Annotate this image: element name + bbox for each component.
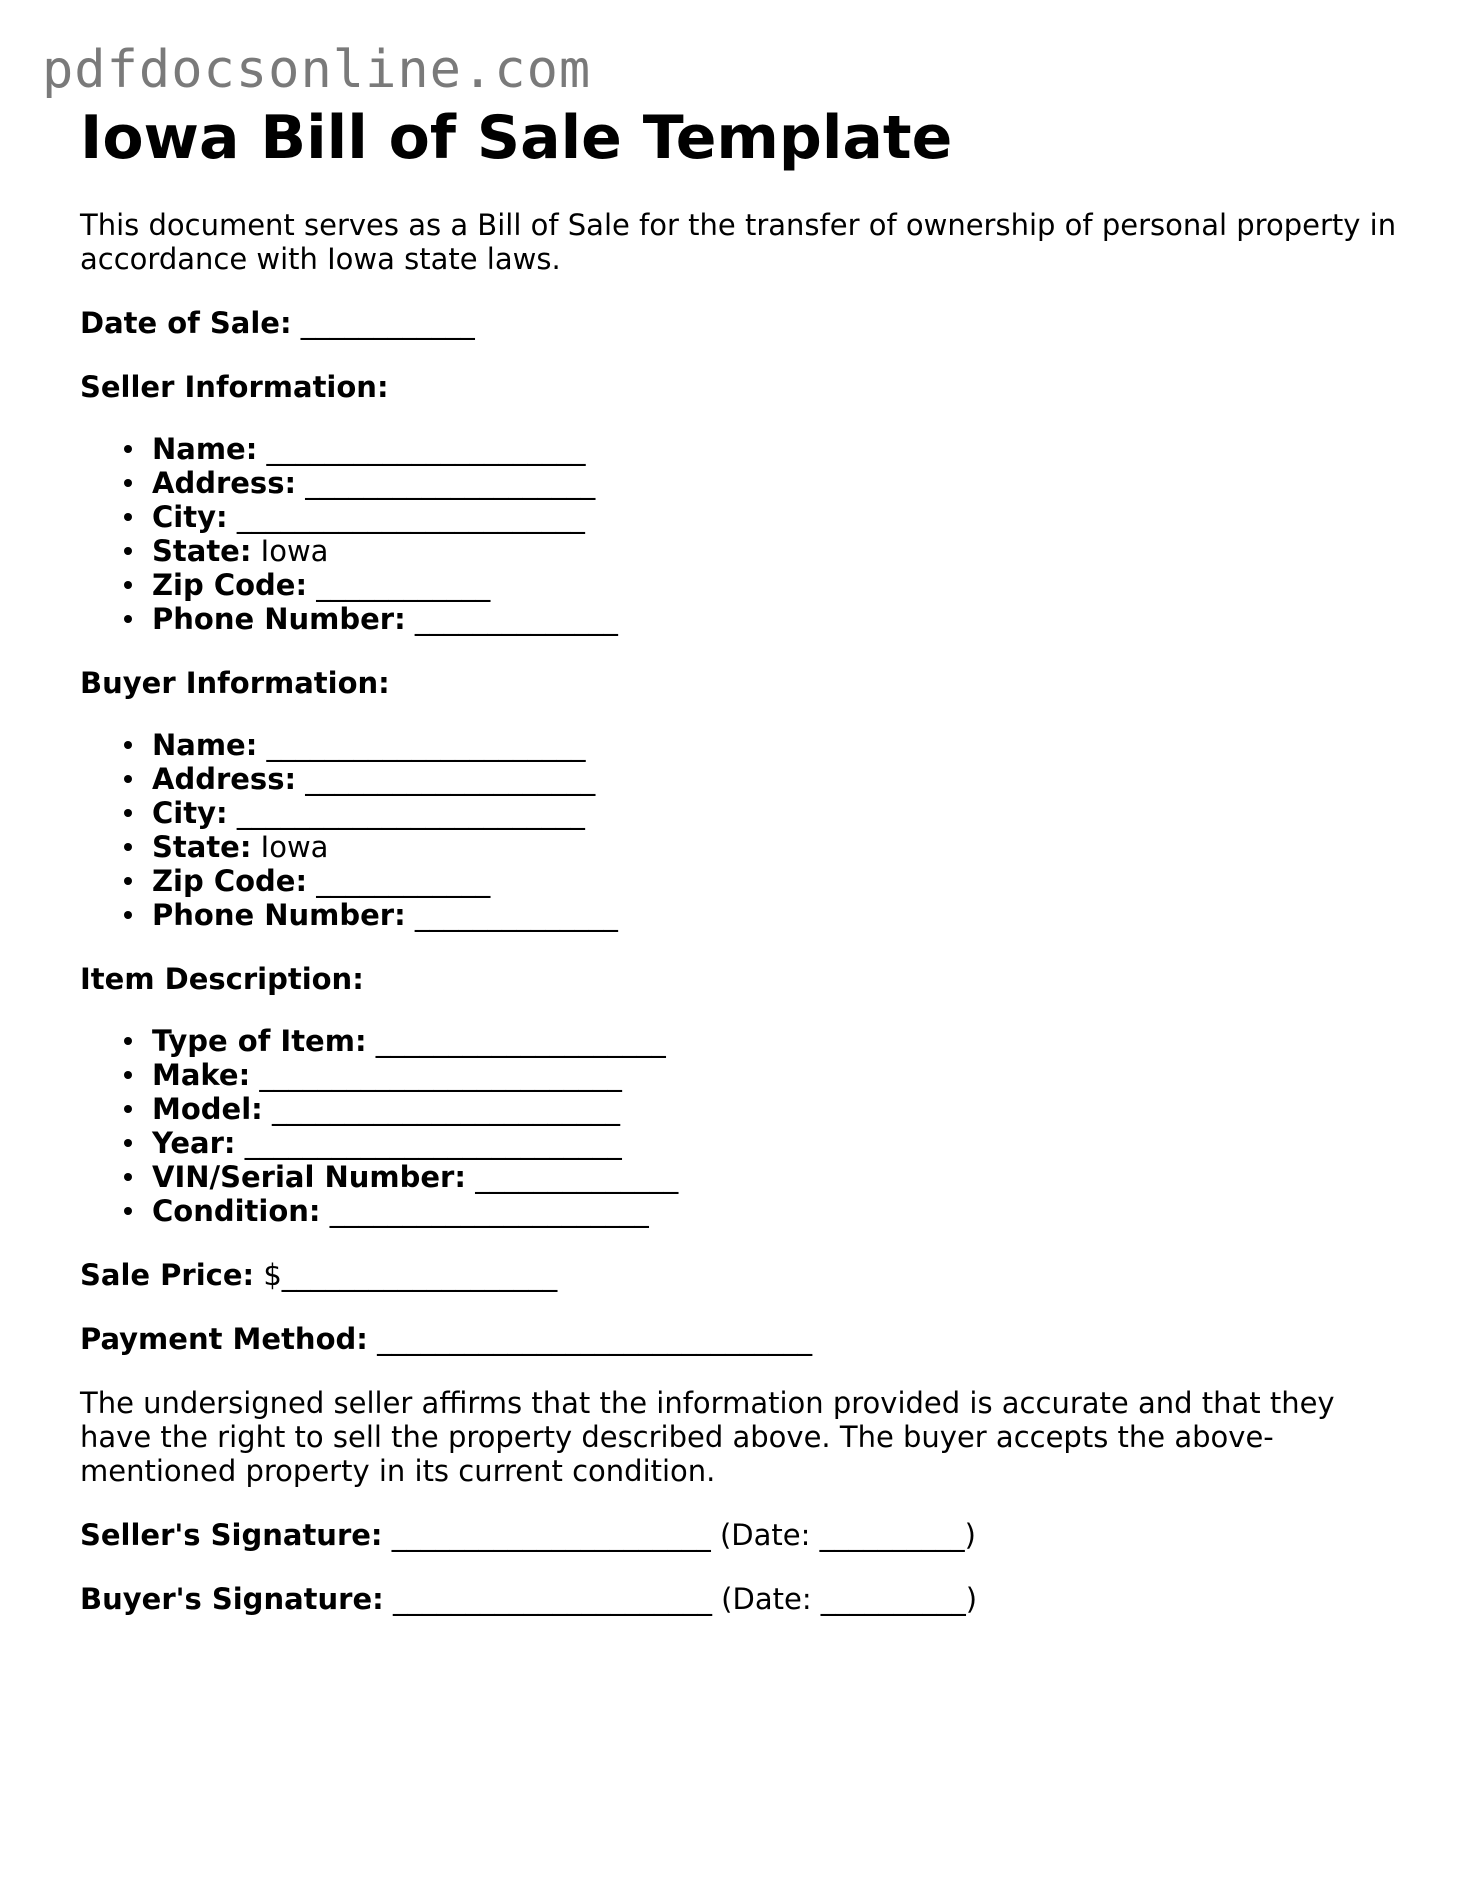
affirmation-paragraph: The undersigned seller affirms that the information provided is accurate and that they have the right to sell the property described above. The buyer accepts the above-mentioned property in its current condition. [80,1386,1335,1488]
buyer-state-label: State: [152,830,252,864]
buyer-name-item [152,728,1400,762]
seller-address-item [152,466,1400,500]
item-vin-item [152,1160,1400,1194]
buyer-city-label: City: [152,796,228,830]
intro-paragraph: This document serves as a Bill of Sale for the transfer of ownership of personal property in accordance with Iowa state laws. [80,208,1397,276]
buyer-state-value: Iowa [260,830,329,864]
item-type-label: Type of Item: [152,1024,367,1058]
seller-zip-label: Zip Code: [152,568,308,602]
payment-method-blank[interactable]: ______________________________ [377,1322,813,1356]
item-type-blank[interactable]: ____________________ [375,1024,666,1058]
item-make-label: Make: [152,1058,251,1092]
seller-zip-item [152,568,1400,602]
item-type-item [152,1024,1400,1058]
buyer-name-label: Name: [152,728,258,762]
sale-price-label: Sale Price: [80,1258,255,1292]
seller-phone-label: Phone Number: [152,602,406,636]
buyer-address-item [152,762,1400,796]
date-of-sale-label: Date of Sale: [80,306,292,340]
seller-info-list [80,432,1400,636]
buyer-phone-label: Phone Number: [152,898,406,932]
seller-zip-blank[interactable]: ____________ [316,568,491,602]
buyer-signature-blank[interactable]: ______________________ (Date: __________) [392,1582,978,1616]
seller-state-item [152,534,1400,568]
buyer-city-blank[interactable]: ________________________ [236,796,585,830]
payment-method-field [80,1322,1400,1356]
buyer-name-blank[interactable]: ______________________ [266,728,586,762]
item-year-label: Year: [152,1126,236,1160]
item-section-heading: Item Description: [80,962,364,996]
seller-signature-field [80,1518,1400,1552]
item-description-list [80,1024,1400,1228]
seller-signature-label: Seller's Signature: [80,1518,383,1552]
date-of-sale-field [80,306,1400,340]
seller-section-heading: Seller Information: [80,370,389,404]
date-of-sale-blank[interactable]: ____________ [300,306,475,340]
seller-name-blank[interactable]: ______________________ [266,432,586,466]
buyer-phone-blank[interactable]: ______________ [414,898,618,932]
item-condition-label: Condition: [152,1194,321,1228]
item-year-item [152,1126,1400,1160]
watermark-text: pdfdocsonline.com [42,40,592,100]
item-vin-blank[interactable]: ______________ [475,1160,679,1194]
seller-state-label: State: [152,534,252,568]
seller-name-item [152,432,1400,466]
document-body [80,100,1400,1616]
item-model-item [152,1092,1400,1126]
seller-address-label: Address: [152,466,297,500]
buyer-address-label: Address: [152,762,297,796]
seller-city-blank[interactable]: ________________________ [236,500,585,534]
buyer-address-blank[interactable]: ____________________ [305,762,596,796]
item-condition-blank[interactable]: ______________________ [329,1194,649,1228]
seller-city-item [152,500,1400,534]
buyer-info-list [80,728,1400,932]
seller-name-label: Name: [152,432,258,466]
sale-price-field [80,1258,1400,1292]
buyer-signature-label: Buyer's Signature: [80,1582,384,1616]
page-title: Iowa Bill of Sale Template [80,103,953,173]
buyer-zip-item [152,864,1400,898]
item-condition-item [152,1194,1400,1228]
item-model-label: Model: [152,1092,263,1126]
item-make-blank[interactable]: _________________________ [259,1058,622,1092]
buyer-phone-item [152,898,1400,932]
seller-state-value: Iowa [260,534,329,568]
seller-phone-item [152,602,1400,636]
buyer-state-item [152,830,1400,864]
buyer-city-item [152,796,1400,830]
item-model-blank[interactable]: ________________________ [271,1092,620,1126]
buyer-signature-field [80,1582,1400,1616]
buyer-zip-label: Zip Code: [152,864,308,898]
sale-price-blank[interactable]: $___________________ [263,1258,558,1292]
item-make-item [152,1058,1400,1092]
seller-phone-blank[interactable]: ______________ [414,602,618,636]
seller-signature-blank[interactable]: ______________________ (Date: __________) [391,1518,976,1552]
payment-method-label: Payment Method: [80,1322,368,1356]
item-vin-label: VIN/Serial Number: [152,1160,466,1194]
seller-address-blank[interactable]: ____________________ [305,466,596,500]
item-year-blank[interactable]: __________________________ [244,1126,622,1160]
buyer-section-heading: Buyer Information: [80,666,390,700]
seller-city-label: City: [152,500,228,534]
buyer-zip-blank[interactable]: ____________ [316,864,491,898]
